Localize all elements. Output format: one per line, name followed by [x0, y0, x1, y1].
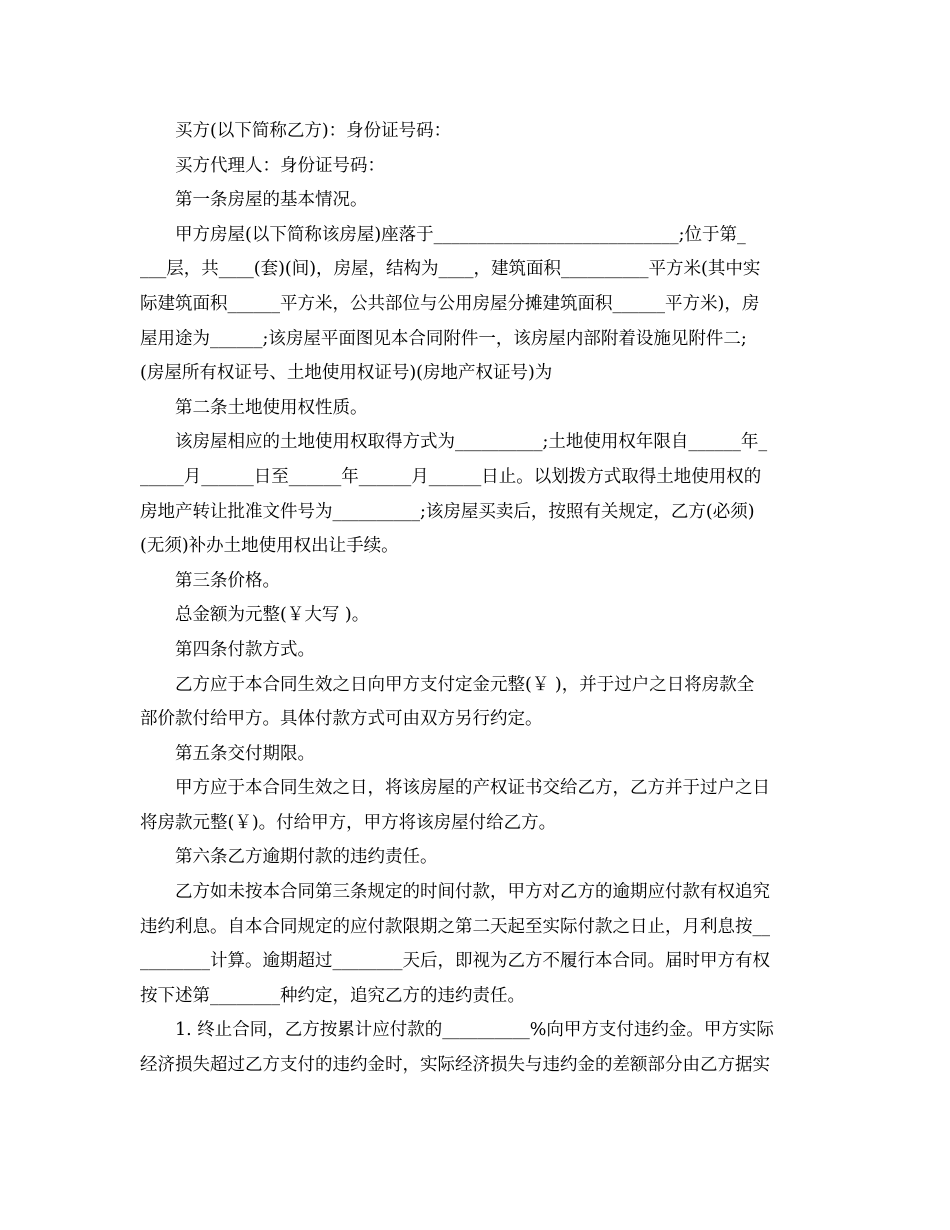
- text-line: 第二条土地使用权性质。: [175, 397, 368, 418]
- text-line: 经济损失超过乙方支付的违约金时，实际经济损失与违约金的差额部分由乙方据实: [140, 1055, 770, 1076]
- text-line: 违约利息。自本合同规定的应付款限期之第二天起至实际付款之日止，月利息按__: [140, 916, 770, 937]
- text-line: ________计算。逾期超过________天后，即视为乙方不履行本合同。届时甲方有权: [140, 951, 770, 972]
- text-line: 第六条乙方逾期付款的违约责任。: [175, 847, 438, 868]
- text-line: _____月______日至______年______月______日止。以划拨方式取得土地使用权的: [140, 466, 762, 487]
- text-line: 房地产转让批准文件号为__________;该房屋买卖后，按照有关规定，乙方(必须): [140, 501, 755, 522]
- text-line: 该房屋相应的土地使用权取得方式为__________;土地使用权年限自______年_: [175, 432, 768, 453]
- text-line: 际建筑面积______平方米，公共部位与公用房屋分摊建筑面积______平方米)，房: [140, 293, 760, 314]
- text-line: ___层，共____(套)(间)，房屋，结构为____，建筑面积__________平方米(其中实: [140, 259, 761, 280]
- text-line: 第五条交付期限。: [175, 743, 315, 764]
- text-line: 买方(以下简称乙方)：身份证号码：: [175, 121, 452, 141]
- text-line: 乙方应于本合同生效之日向甲方支付定金元整(￥ )，并于过户之日将房款全: [175, 674, 755, 695]
- text-line: 第四条付款方式。: [175, 639, 315, 660]
- text-line: 1. 终止合同，乙方按累计应付款的__________%向甲方支付违约金。甲方实际: [175, 1020, 774, 1041]
- text-line: 买方代理人：身份证号码：: [175, 155, 385, 176]
- text-line: 部价款付给甲方。具体付款方式可由双方另行约定。: [140, 709, 543, 730]
- text-line: 第三条价格。: [175, 570, 280, 591]
- text-line: 总金额为元整(￥大写 )。: [175, 605, 370, 626]
- text-line: 第一条房屋的基本情况。: [175, 190, 368, 211]
- text-line: 按下述第________种约定，追究乙方的违约责任。: [140, 985, 525, 1006]
- text-line: (房屋所有权证号、土地使用权证号)(房地产权证号)为: [140, 363, 553, 384]
- text-line: 将房款元整(￥)。付给甲方，甲方将该房屋付给乙方。: [140, 812, 557, 833]
- text-line: 屋用途为______;该房屋平面图见本合同附件一，该房屋内部附着设施见附件二;: [140, 328, 747, 349]
- contract-text: [140, 114, 812, 1083]
- text-line: (无须)补办土地使用权出让手续。: [140, 536, 399, 557]
- text-line: 甲方应于本合同生效之日，将该房屋的产权证书交给乙方，乙方并于过户之日: [175, 778, 770, 799]
- text-line: 甲方房屋(以下简称该房屋)座落于____________________________;位于第_: [175, 224, 746, 245]
- text-line: 乙方如未按本合同第三条规定的时间付款，甲方对乙方的逾期应付款有权追究: [175, 882, 770, 903]
